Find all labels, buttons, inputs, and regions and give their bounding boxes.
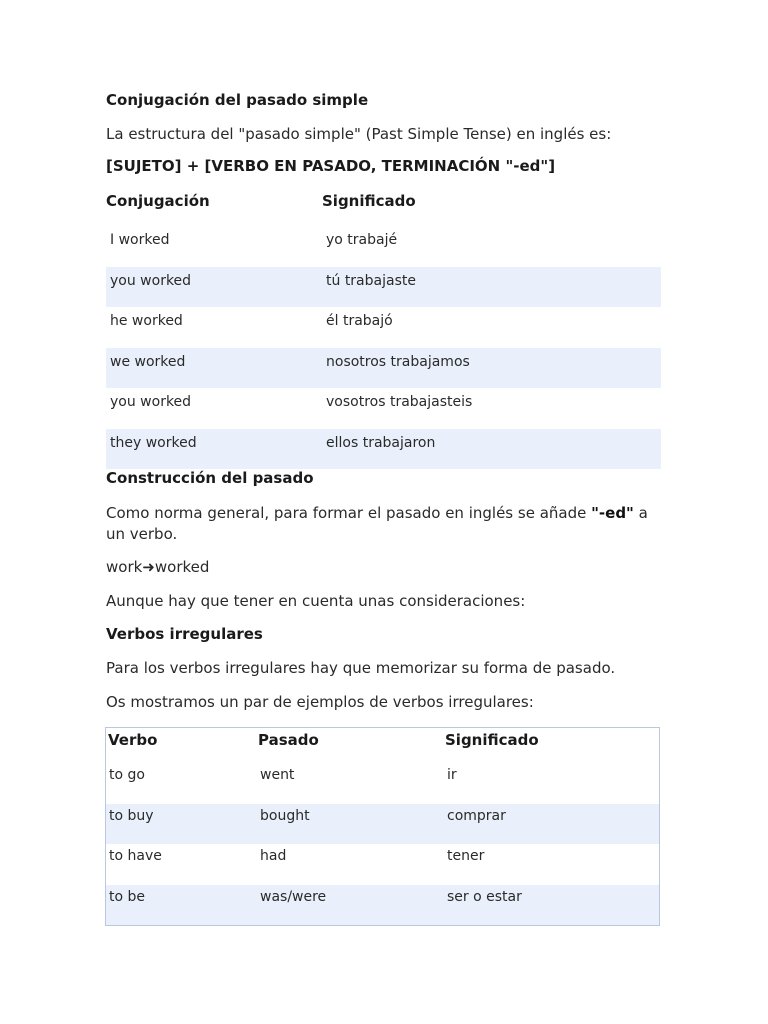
header-pasado: Pasado bbox=[258, 731, 319, 749]
table-row bbox=[106, 763, 659, 804]
table-row bbox=[106, 429, 661, 470]
cell-meaning: ir bbox=[447, 767, 457, 783]
table-row bbox=[106, 307, 661, 348]
construction-text-after: a un verbo. bbox=[106, 504, 648, 543]
table-row bbox=[106, 388, 661, 429]
cell-conjugation: you worked bbox=[110, 394, 192, 410]
table-row bbox=[106, 348, 661, 389]
cell-meaning: ellos trabajaron bbox=[326, 434, 436, 451]
header-verbo: Verbo bbox=[108, 731, 158, 749]
cell-past: bought bbox=[260, 807, 310, 824]
page-title: Conjugación del pasado simple bbox=[106, 91, 369, 109]
header-conjugacion: Conjugación bbox=[106, 192, 210, 210]
cell-past: was/were bbox=[260, 888, 327, 905]
cell-verb: to be bbox=[109, 888, 146, 905]
cell-meaning: comprar bbox=[447, 807, 506, 824]
cell-meaning: tener bbox=[447, 848, 485, 864]
table-row bbox=[106, 226, 661, 267]
intro-paragraph: La estructura del "pasado simple" (Past Simple Tense) en inglés es: bbox=[106, 125, 612, 143]
table-row bbox=[106, 885, 659, 926]
construction-heading: Construcción del pasado bbox=[106, 469, 314, 487]
cell-verb: to have bbox=[109, 848, 162, 864]
header-significado: Significado bbox=[322, 192, 416, 210]
table-row bbox=[106, 844, 659, 885]
construction-paragraph bbox=[106, 503, 662, 545]
cell-meaning: ser o estar bbox=[447, 888, 522, 905]
header-significado: Significado bbox=[445, 731, 539, 749]
examples-intro: Os mostramos un par de ejemplos de verbos irregulares: bbox=[106, 693, 534, 711]
cell-conjugation: they worked bbox=[110, 434, 197, 451]
cell-meaning: nosotros trabajamos bbox=[326, 353, 470, 370]
cell-meaning: vosotros trabajasteis bbox=[326, 394, 473, 410]
table-row bbox=[106, 267, 661, 308]
cell-meaning: yo trabajé bbox=[326, 232, 398, 248]
cell-meaning: él trabajó bbox=[326, 313, 393, 329]
table-row bbox=[106, 804, 659, 845]
ed-suffix-emphasis: "-ed" bbox=[591, 504, 634, 522]
irregular-heading: Verbos irregulares bbox=[106, 625, 263, 643]
irregular-paragraph: Para los verbos irregulares hay que memorizar su forma de pasado. bbox=[106, 659, 616, 677]
cell-past: went bbox=[260, 767, 295, 783]
cell-conjugation: he worked bbox=[110, 313, 183, 329]
cell-meaning: tú trabajaste bbox=[326, 272, 416, 289]
considerations-text: Aunque hay que tener en cuenta unas consideraciones: bbox=[106, 592, 526, 610]
example-text: work➜worked bbox=[106, 558, 210, 576]
cell-conjugation: we worked bbox=[110, 353, 186, 370]
irregular-verbs-table bbox=[105, 727, 660, 926]
formula-text: [SUJETO] + [VERBO EN PASADO, TERMINACIÓN "-ed"] bbox=[106, 157, 556, 175]
cell-verb: to go bbox=[109, 767, 145, 783]
cell-conjugation: you worked bbox=[110, 272, 192, 289]
construction-text-before: Como norma general, para formar el pasado en inglés se añade bbox=[106, 504, 592, 522]
cell-past: had bbox=[260, 848, 287, 864]
cell-verb: to buy bbox=[109, 807, 154, 824]
irregular-table-header bbox=[106, 728, 659, 763]
cell-conjugation: I worked bbox=[110, 232, 170, 248]
conjugation-table-header bbox=[106, 192, 662, 214]
conjugation-table bbox=[106, 226, 661, 469]
